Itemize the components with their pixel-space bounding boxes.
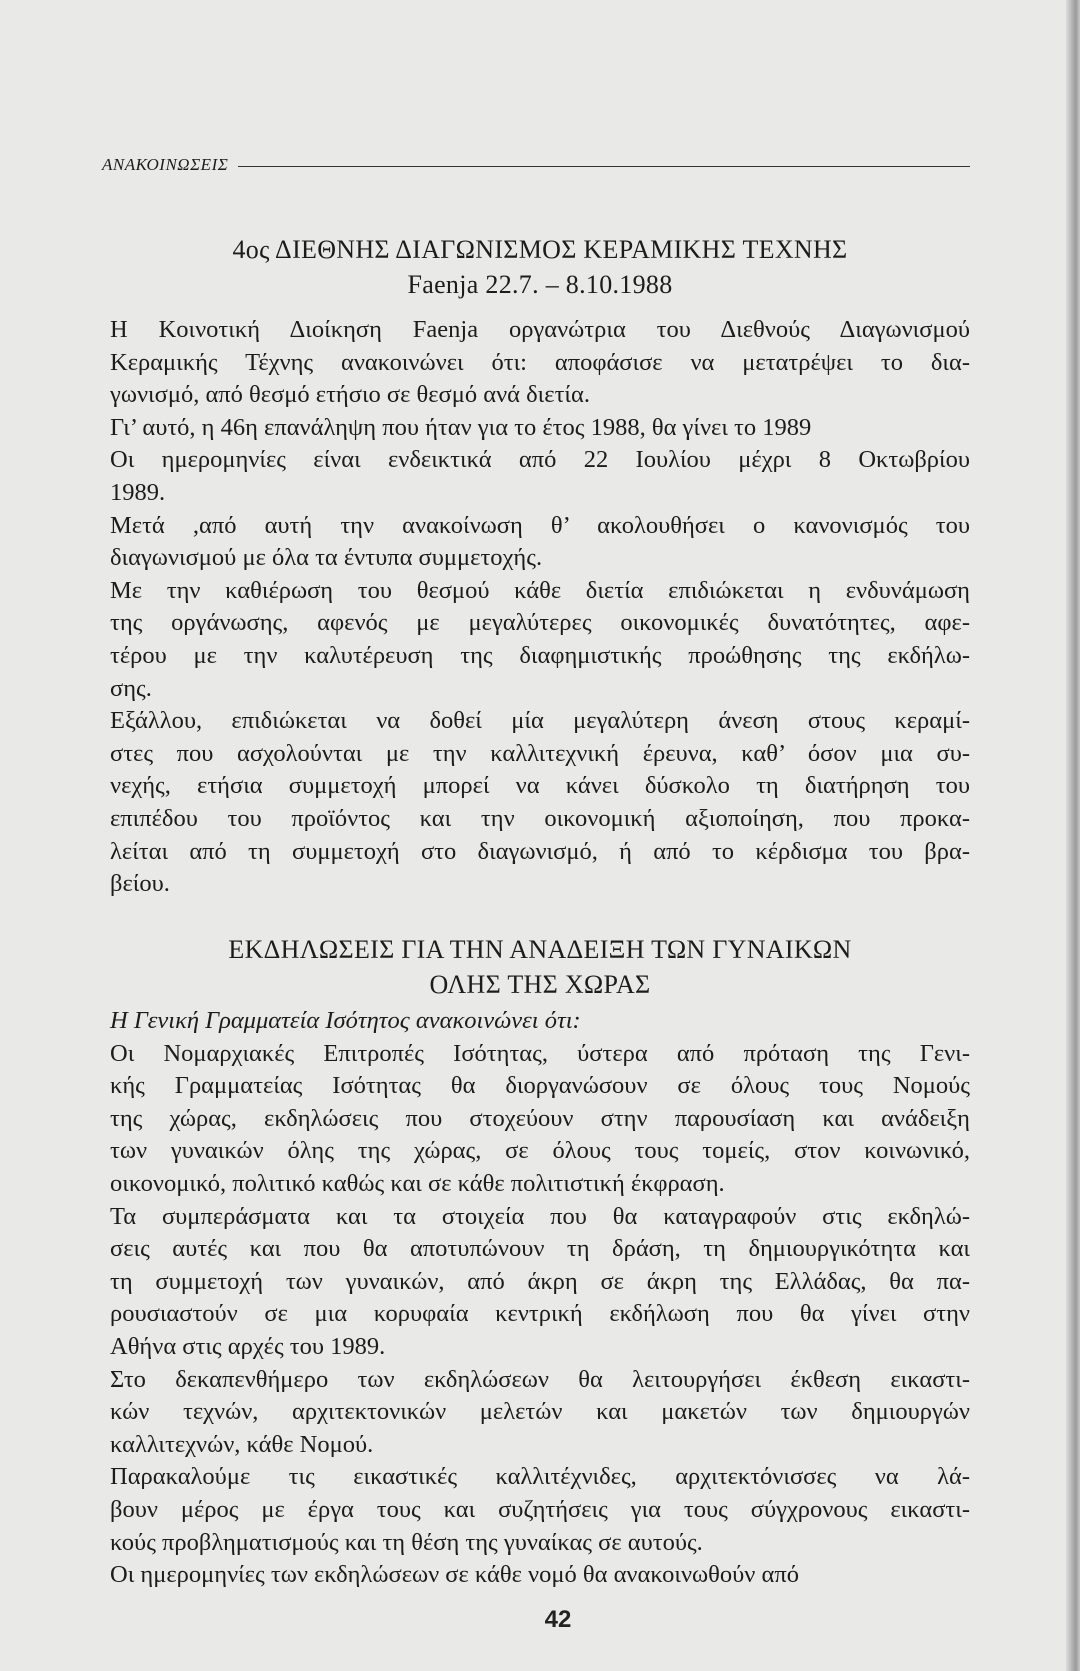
- paragraph: [110, 444, 970, 509]
- paragraph: [110, 575, 970, 705]
- section1-title: [110, 232, 970, 302]
- page-number: 42: [544, 1606, 572, 1633]
- paragraph-line: καλλιτεχνών, κάθε Νομού.: [110, 1430, 374, 1458]
- paragraph-line: τη συμμετοχή των γυναικών, από άκρη σε άκρη της Ελλάδας, θα πα-: [110, 1267, 970, 1295]
- section2-body: [110, 1005, 970, 1592]
- section2-title-line: ΟΛΗΣ ΤΗΣ ΧΩΡΑΣ: [429, 970, 651, 999]
- running-head-rule: [238, 166, 970, 167]
- section1-subtitle-line: Faenja 22.7. – 8.10.1988: [407, 270, 673, 299]
- paragraph-line: κούς προβληματισμούς και τη θέση της γυναίκας σε αυτούς.: [110, 1528, 703, 1556]
- paragraph: [110, 705, 970, 901]
- paragraph-line: στες που ασχολούνται με την καλλιτεχνική έρευνα, καθ’ όσον μια συ-: [110, 739, 970, 767]
- paragraph-line: τέρου με την καλυτέρευση της διαφημιστικής προώθησης της εκδήλω-: [110, 641, 970, 669]
- running-head: [102, 150, 970, 180]
- paragraph-line: Αθήνα στις αρχές του 1989.: [110, 1332, 386, 1360]
- section2-lead: Η Γενική Γραμματεία Ισότητος ανακοινώνει ότι:: [110, 1007, 581, 1034]
- paragraph-line: βουν μέρος με έργα τους και συζητήσεις για τους σύγχρονους εικαστι-: [110, 1495, 970, 1523]
- paragraph-line: επιπέδου του προϊόντος και την οικονομική αξιοποίηση, που προκα-: [110, 804, 970, 832]
- paragraph: [110, 1038, 970, 1201]
- paragraph-line: διαγωνισμού με όλα τα έντυπα συμμετοχής.: [110, 544, 543, 572]
- paragraph-line: κών τεχνών, αρχιτεκτονικών μελετών και μακετών των δημιουργών: [110, 1398, 970, 1426]
- paragraph-line: της χώρας, εκδηλώσεις που στοχεύουν στην παρουσίαση και ανάδειξη: [110, 1104, 970, 1132]
- paragraph-line: Τα συμπεράσματα και τα στοιχεία που θα καταγραφούν στις εκδηλώ-: [110, 1202, 970, 1230]
- paragraph-line: κής Γραμματείας Ισότητας θα διοργανώσουν σε όλους τους Νομούς: [110, 1072, 970, 1100]
- paragraph-line: Με την καθιέρωση του θεσμού κάθε διετία επιδιώκεται η ενδυνάμωση: [110, 576, 970, 604]
- paragraph-line: Οι ημερομηνίες των εκδηλώσεων σε κάθε νομό θα ανακοινωθούν από: [110, 1561, 799, 1589]
- paragraph-line: 1989.: [110, 478, 166, 506]
- paragraph-line: Οι ημερομηνίες είναι ενδεικτικά από 22 Ιουλίου μέχρι 8 Οκτωβρίου: [110, 446, 970, 474]
- paragraph-line: ρουσιαστούν σε μια κορυφαία κεντρική εκδήλωση που θα γίνει στην: [110, 1300, 970, 1328]
- paragraph-line: Η Κοινοτική Διοίκηση Faenja οργανώτρια του Διεθνούς Διαγωνισμού: [110, 316, 970, 343]
- page-binding-shadow: [1066, 0, 1080, 1671]
- paragraph-line: βείου.: [110, 870, 170, 898]
- paragraph-line: σης.: [110, 674, 152, 702]
- paragraph: [110, 412, 970, 445]
- paragraph-line: γωνισμό, από θεσμό ετήσιο σε θεσμό ανά διετία.: [110, 381, 590, 409]
- paragraph-line: νεχής, ετήσια συμμετοχή μπορεί να κάνει δύσκολο τη διατήρηση του: [110, 772, 970, 800]
- paragraph-line: Εξάλλου, επιδιώκεται να δοθεί μία μεγαλύτερη άνεση στους κεραμί-: [110, 707, 970, 735]
- paragraph: [110, 510, 970, 575]
- paragraph-line: σεις αυτές και που θα αποτυπώνουν τη δράση, τη δημιουργικότητα και: [110, 1235, 970, 1263]
- section2-paragraphs: [110, 1038, 970, 1592]
- paragraph-line: Παρακαλούμε τις εικαστικές καλλιτέχνιδες, αρχιτεκτόνισσες να λά-: [110, 1463, 970, 1491]
- paragraph: [110, 314, 970, 412]
- section1-title-line: 4ος ΔΙΕΘΝΗΣ ΔΙΑΓΩΝΙΣΜΟΣ ΚΕΡΑΜΙΚΗΣ ΤΕΧΝΗΣ: [232, 235, 848, 264]
- paragraph: [110, 1461, 970, 1559]
- section2-title: [110, 932, 970, 1002]
- section2-title-line: ΕΚΔΗΛΩΣΕΙΣ ΓΙΑ ΤΗΝ ΑΝΑΔΕΙΞΗ ΤΩΝ ΓΥΝΑΙΚΩΝ: [228, 935, 852, 964]
- paragraph-line: Οι Νομαρχιακές Επιτροπές Ισότητας, ύστερα από πρόταση της Γενι-: [110, 1039, 970, 1067]
- paragraph: [110, 1201, 970, 1364]
- paragraph-line: λείται από τη συμμετοχή στο διαγωνισμό, ή από το κέρδισμα του βρα-: [110, 837, 970, 865]
- paragraph-line: Μετά ,από αυτή την ανακοίνωση θ’ ακολουθήσει ο κανονισμός του: [110, 511, 970, 539]
- running-head-label: ΑΝΑΚΟΙΝΩΣΕΙΣ: [102, 155, 229, 174]
- paragraph-line: των γυναικών όλης της χώρας, σε όλους τους τομείς, στον κοινωνικό,: [110, 1137, 970, 1165]
- paragraph-line: Κεραμικής Τέχνης ανακοινώνει ότι: αποφάσισε να μετατρέψει το δια-: [110, 348, 970, 376]
- paragraph-line: οικονομικό, πολιτικό καθώς και σε κάθε πολιτιστική έκφραση.: [110, 1169, 725, 1197]
- section1-body: [110, 314, 970, 901]
- paragraph: [110, 1559, 970, 1592]
- paragraph: [110, 1364, 970, 1462]
- paragraph-line: Γι’ αυτό, η 46η επανάληψη που ήταν για το έτος 1988, θα γίνει το 1989: [110, 413, 812, 441]
- paragraph-line: Στο δεκαπενθήμερο των εκδηλώσεων θα λειτουργήσει έκθεση εικαστι-: [110, 1365, 970, 1393]
- paragraph-line: της οργάνωσης, αφενός με μεγαλύτερες οικονομικές δυνατότητες, αφε-: [110, 609, 970, 637]
